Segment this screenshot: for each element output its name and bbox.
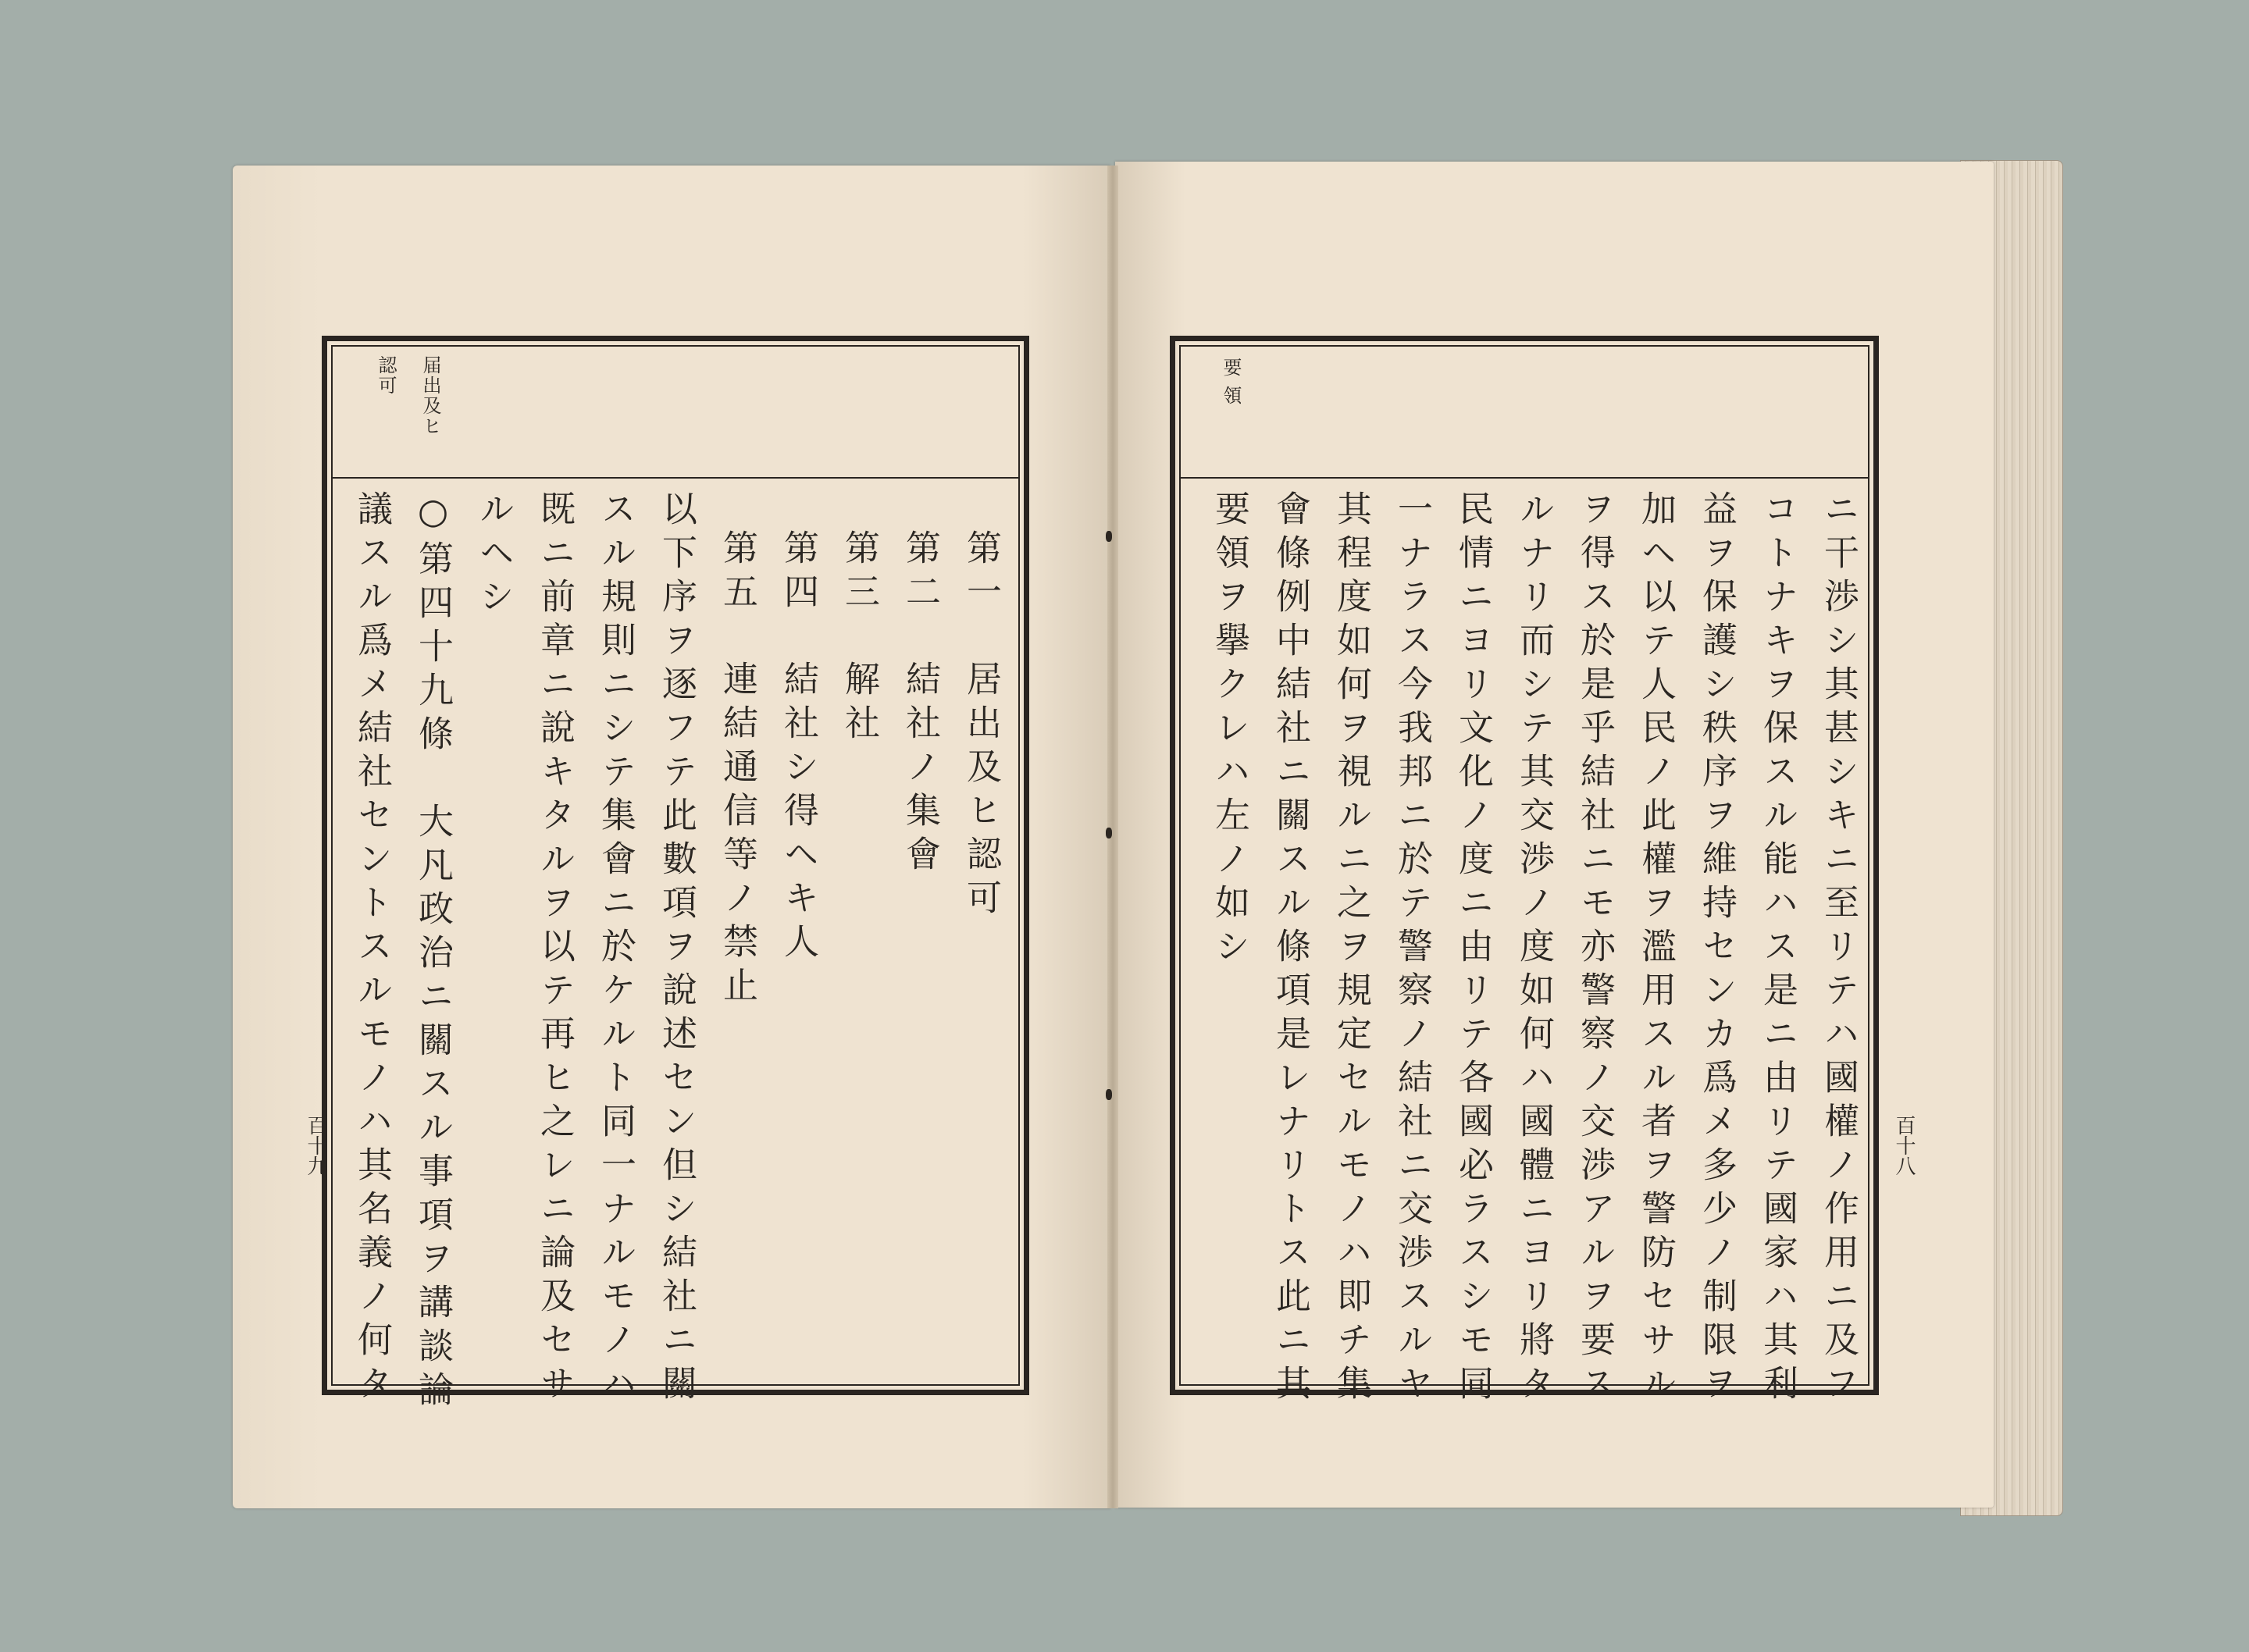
left-column-4: 第四 結社シ得ヘキ人 — [778, 529, 819, 967]
left-column-8: 既ニ前章ニ說キタルヲ以テ再ヒ之レニ論及セサ — [534, 490, 576, 1408]
right-header-rule — [1181, 477, 1868, 479]
left-column-5: 第五 連結通信等ノ禁止 — [717, 529, 758, 1010]
left-column-9: ルヘシ — [473, 490, 515, 621]
right-column-10: 會條例中結社ニ關スル條項是レナリトス此ニ其 — [1270, 490, 1311, 1408]
right-column-2: コトナキヲ保スル能ハス是ニ由リテ國家ハ其利 — [1757, 490, 1798, 1408]
right-header-char-1: 要 — [1220, 358, 1242, 386]
left-page-number: 百十九 — [304, 1115, 327, 1176]
right-column-3: 益ヲ保護シ秩序ヲ維持センカ爲メ多少ノ制限ヲ — [1696, 490, 1738, 1408]
left-column-10: ○第四十九條 大凡政治ニ關スル事項ヲ講談論 — [412, 490, 454, 1415]
right-column-6: ルナリ而シテ其交渉ノ度如何ハ國體ニヨリ將タ — [1513, 490, 1555, 1408]
right-page-number: 百十八 — [1892, 1115, 1916, 1176]
left-header-line-1: 届出及ヒ — [419, 355, 441, 436]
right-column-11: 要領ヲ擧クレハ左ノ如シ — [1209, 490, 1250, 971]
left-header-rule — [333, 477, 1018, 479]
right-header-char-2: 領 — [1220, 386, 1242, 414]
left-column-11: 議スル爲メ結社セントスルモノハ其名義ノ何タ — [351, 490, 393, 1408]
left-header-line-2: 認可 — [375, 355, 397, 396]
left-column-7: スル規則ニシテ集會ニ於ケルト同一ナルモノハ — [595, 490, 636, 1408]
left-column-1: 第一 居出及ヒ認可 — [961, 529, 1002, 923]
binding-stitch — [1106, 828, 1112, 838]
binding-stitch — [1106, 531, 1112, 542]
right-column-1: ニ干渉シ其甚シキニ至リテハ國權ノ作用ニ及フ — [1818, 490, 1859, 1408]
right-column-4: 加ヘ以テ人民ノ此權ヲ濫用スル者ヲ警防セサル — [1635, 490, 1677, 1408]
binding-stitch — [1106, 1089, 1112, 1100]
right-column-5: ヲ得ス於是乎結社ニモ亦警察ノ交渉アルヲ要ス — [1574, 490, 1616, 1408]
right-header-label — [1218, 358, 1243, 414]
right-column-7: 民情ニヨリ文化ノ度ニ由リテ各國必ラスシモ同 — [1452, 490, 1494, 1408]
left-column-2: 第二 結社ノ集會 — [900, 529, 941, 879]
left-column-3: 第三 解社 — [839, 529, 880, 748]
right-column-9: 其程度如何ヲ視ルニ之ヲ規定セルモノハ即チ集 — [1331, 490, 1372, 1408]
right-column-8: 一ナラス今我邦ニ於テ警察ノ結社ニ交渉スルヤ — [1392, 490, 1433, 1408]
left-column-6: 以下序ヲ逐フテ此數項ヲ說述セン但シ結社ニ關 — [656, 490, 697, 1408]
